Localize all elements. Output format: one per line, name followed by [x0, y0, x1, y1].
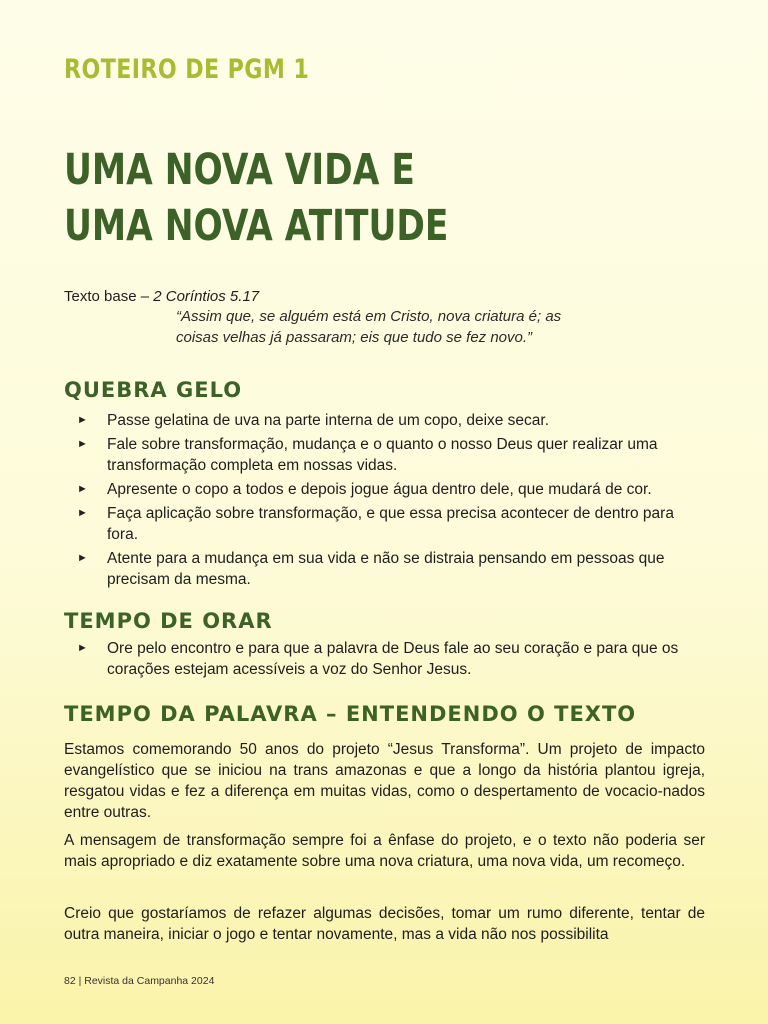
triangle-right-icon: ►	[77, 507, 88, 519]
triangle-right-icon: ►	[77, 642, 88, 654]
section-title-quebra-gelo: QUEBRA GELO	[64, 378, 243, 402]
paragraph-1: Estamos comemorando 50 anos do projeto “Jesus Transforma”. Um projeto de impacto evangelístico que se iniciou na trans amazonas e que a longo da história plantou igreja, resgatou vidas e fez a diferença em muitas vidas, como o despertamento de vocacio-nados entre outras.	[64, 741, 705, 821]
triangle-right-icon: ►	[77, 414, 88, 426]
list-item-text: Atente para a mudança em sua vida e não se distraia pensando em pessoas que precisam da mesma.	[107, 550, 665, 588]
base-text	[64, 287, 704, 307]
tempo-orar-list	[64, 638, 704, 683]
list-item-text: Fale sobre transformação, mudança e o quanto o nosso Deus quer realizar uma transformação completa em nossas vidas.	[107, 436, 658, 474]
section-title-tempo-palavra: TEMPO DA PALAVRA – ENTENDENDO O TEXTO	[64, 702, 637, 726]
quebra-gelo-list	[64, 410, 704, 593]
list-item	[64, 503, 704, 545]
list-item-text: Faça aplicação sobre transformação, e que essa precisa acontecer de dentro para fora.	[107, 505, 674, 543]
triangle-right-icon: ►	[77, 552, 88, 564]
list-item	[64, 479, 704, 500]
paragraph-2: A mensagem de transformação sempre foi a ênfase do projeto, e o texto não poderia ser mais apropriado e diz exatamente sobre uma nova criatura, uma nova vida, um recomeço.	[64, 832, 705, 870]
list-item	[64, 410, 704, 431]
list-item	[64, 638, 704, 680]
triangle-right-icon: ►	[77, 438, 88, 450]
section-title-tempo-orar: TEMPO DE ORAR	[64, 609, 273, 633]
title-line-1: UMA NOVA VIDA E	[64, 145, 415, 195]
base-text-label: Texto base –	[64, 288, 154, 305]
list-item-text: Apresente o copo a todos e depois jogue água dentro dele, que mudará de cor.	[107, 481, 652, 498]
list-item-text: Ore pelo encontro e para que a palavra de Deus fale ao seu coração e para que os corações estejam acessíveis a voz do Senhor Jesus.	[107, 640, 679, 678]
page-footer: 82 | Revista da Campanha 2024	[64, 975, 215, 987]
base-text-reference: 2 Coríntios 5.17	[153, 288, 260, 305]
base-text-quote: “Assim que, se alguém está em Cristo, nova criatura é; as coisas velhas já passaram; eis que tudo se fez novo.”	[176, 308, 562, 346]
list-item-text: Passe gelatina de uva na parte interna de um copo, deixe secar.	[107, 412, 550, 429]
kicker: ROTEIRO DE PGM 1	[64, 54, 310, 85]
title-line-2: UMA NOVA ATITUDE	[64, 201, 449, 251]
list-item	[64, 548, 704, 590]
triangle-right-icon: ►	[77, 483, 88, 495]
paragraph-3: Creio que gostaríamos de refazer algumas decisões, tomar um rumo diferente, tentar de outra maneira, iniciar o jogo e tentar novamente, mas a vida não nos possibilita	[64, 905, 705, 943]
list-item	[64, 434, 704, 476]
page-title	[64, 142, 448, 254]
